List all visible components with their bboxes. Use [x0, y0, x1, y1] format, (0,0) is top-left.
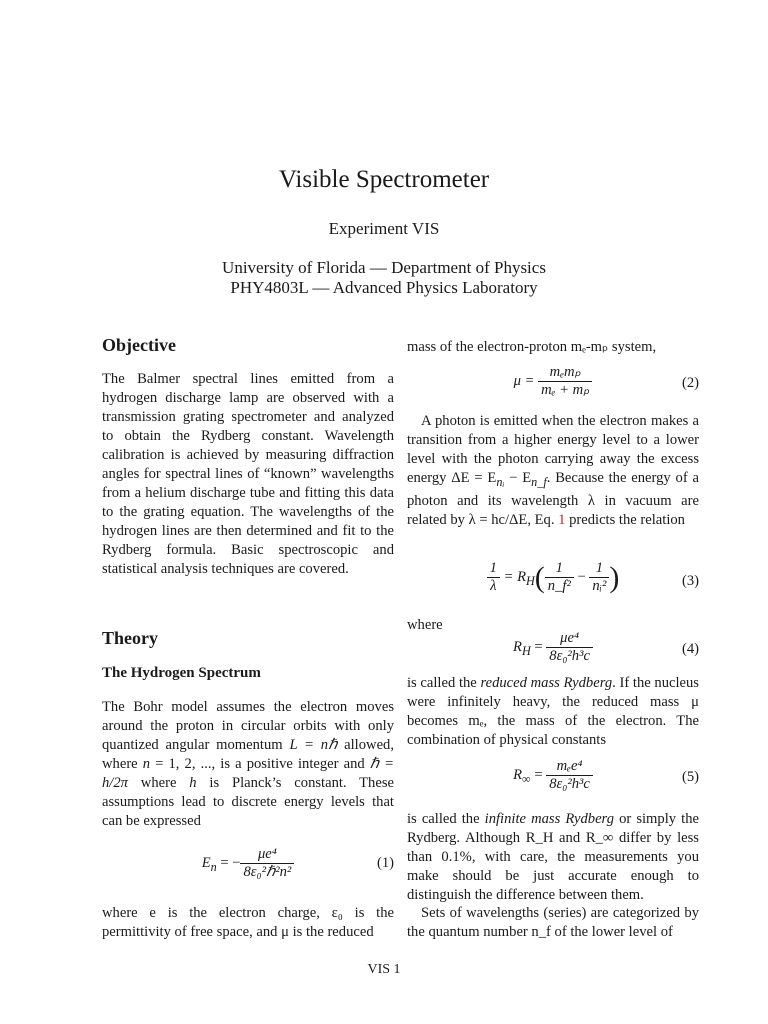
eq-symbol: = R — [499, 568, 527, 585]
equation-4 — [407, 630, 699, 670]
emphasis-run: infinite mass Rydberg — [484, 811, 614, 827]
affiliation-line-1: University of Florida — Department of Physics — [222, 258, 546, 277]
equation-4-body — [407, 630, 699, 665]
theory-heading: Theory — [102, 628, 158, 648]
text-run: is called the — [407, 675, 481, 691]
page-title: Visible Spectrometer — [278, 166, 490, 193]
text-run: . Because the energy of a photon and its wavelength λ in vacuum are related by λ = hc/ΔE, Eq. — [407, 470, 699, 528]
eq-denominator: 8ε₀²h³c — [549, 776, 590, 792]
eq-fraction — [487, 560, 500, 595]
eq-numerator: 1 — [589, 560, 609, 578]
eq-denominator: 8ε₀²ℏ²n² — [243, 864, 292, 880]
text-run: The Bohr model assumes the electron moves around the proton in circular orbits with only quantized angular momentum — [102, 699, 394, 753]
right-paren: ) — [609, 561, 620, 594]
objective-heading: Objective — [102, 335, 176, 355]
eq-numerator: μe⁴ — [546, 630, 593, 648]
text-run: predicts the relation — [565, 511, 685, 528]
math-run: n — [142, 756, 151, 772]
eq-subscript: H — [521, 643, 531, 658]
where-label: where — [407, 617, 443, 633]
equation-5-body — [407, 758, 699, 793]
eq-fraction — [546, 630, 593, 665]
text-run: = 1, 2, ..., is a positive integer and — [150, 756, 370, 772]
eq-fraction — [545, 560, 574, 595]
eq-fraction — [240, 846, 294, 881]
eq-numerator: 1 — [487, 560, 500, 578]
equation-3 — [407, 560, 699, 608]
eq-subscript: ∞ — [522, 771, 531, 786]
hydrogen-spectrum-subheading: The Hydrogen Spectrum — [102, 665, 261, 681]
eq-denominator: n_f² — [547, 578, 571, 594]
eq-fraction — [589, 560, 609, 595]
page-subtitle: Experiment VIS — [328, 219, 440, 238]
text-run: allowed, where — [102, 737, 394, 772]
eq-subscript: nᵢ — [496, 474, 505, 489]
equation-2-number: (2) — [681, 375, 699, 391]
equation-4-number: (4) — [681, 641, 699, 657]
eq-operator: = − — [216, 854, 241, 871]
page-footer: VIS 1 — [367, 962, 401, 977]
objective-paragraph: The Balmer spectral lines emitted from a hydrogen discharge lamp are observed with a transmission grating spectrometer and analyzed to obtain the Rydberg constant. Wavelength calibration is achieved by measuring diffraction angles for spectral lines of “known” wavelengths from a helium discharge tube and fitting this data to the grating equation. The wavelengths of the hydrogen lines are then determined and fit to the Rydberg formula. Basic spectroscopic and statistical analysis techniques are covered. — [102, 371, 394, 577]
equation-reference-link[interactable]: 1 — [558, 511, 566, 528]
text-run: A photon is emitted when the electron makes a transition from a higher energy level to a lower level with the photon carrying away the excess energy ΔE = E — [407, 413, 699, 486]
text-run: or simply the Rydberg. Although R_H and R_∞ differ by less than 0.1%, with care, the measurements you make should be just accurate enough to distinguish the difference between them. — [407, 811, 699, 903]
text-run: where — [127, 775, 190, 791]
eq-subscript: n_f — [531, 474, 547, 489]
equation-2-body — [407, 364, 699, 399]
reduced-mass-continued: mass of the electron-proton mₑ-mₚ system, — [407, 339, 657, 355]
reduced-mass-rydberg-paragraph — [407, 674, 699, 750]
emphasis-run: reduced mass Rydberg — [480, 675, 613, 691]
eq-denominator: mₑ + mₚ — [541, 382, 590, 398]
eq-operator: = — [530, 638, 547, 655]
eq-denominator: 8ε₀²h³c — [549, 648, 590, 664]
text-run: is Planck’s constant. These assumptions lead to discrete energy levels that can be expressed — [102, 775, 394, 829]
text-run: − E — [504, 470, 532, 486]
left-paren: ( — [534, 561, 545, 594]
eq-numerator: 1 — [545, 560, 574, 578]
bohr-model-paragraph — [102, 698, 394, 831]
text-run: . If the nucleus were infinitely heavy, the reduced mass μ becomes mₑ, the mass of the electron. The combination of physical constants — [407, 675, 699, 748]
equation-3-body — [407, 560, 699, 595]
eq-fraction — [538, 364, 592, 399]
eq-numerator: mₑe⁴ — [546, 758, 593, 776]
eq-symbol: R — [513, 766, 523, 783]
equation-3-number: (3) — [681, 573, 699, 589]
math-run: h — [189, 775, 197, 791]
infinite-mass-rydberg-paragraph — [407, 810, 699, 905]
text-run: is called the — [407, 811, 485, 827]
affiliation-line-2: PHY4803L — Advanced Physics Laboratory — [230, 278, 538, 297]
equation-1-body — [102, 846, 394, 881]
eq-symbol: E — [201, 854, 211, 871]
eq-numerator: mₑmₚ — [538, 364, 592, 382]
eq-fraction — [546, 758, 593, 793]
eq-numerator: μe⁴ — [240, 846, 294, 864]
reduced-mass-paragraph: where e is the electron charge, ε₀ is the permittivity of free space, and μ is the reduced — [102, 905, 394, 940]
series-paragraph: Sets of wavelengths (series) are categorized by the quantum number n_f of the lower level of — [407, 905, 699, 940]
equation-1-number: (1) — [376, 855, 394, 871]
equation-5 — [407, 758, 699, 798]
equation-5-number: (5) — [681, 769, 699, 785]
eq-symbol: μ = — [513, 372, 539, 389]
math-run: ℏ = h/2π — [102, 756, 394, 791]
eq-symbol: R — [513, 638, 522, 655]
eq-subscript: H — [526, 573, 535, 588]
equation-1 — [102, 846, 394, 886]
eq-denominator: nᵢ² — [592, 578, 607, 594]
eq-denominator: λ — [490, 578, 497, 594]
eq-operator: − — [573, 568, 590, 585]
eq-operator: = — [530, 766, 547, 783]
math-run: L = nℏ — [289, 737, 338, 753]
photon-emission-paragraph — [407, 412, 699, 530]
eq-subscript: n — [210, 859, 217, 874]
affiliation — [0, 258, 768, 298]
equation-2 — [407, 364, 699, 404]
